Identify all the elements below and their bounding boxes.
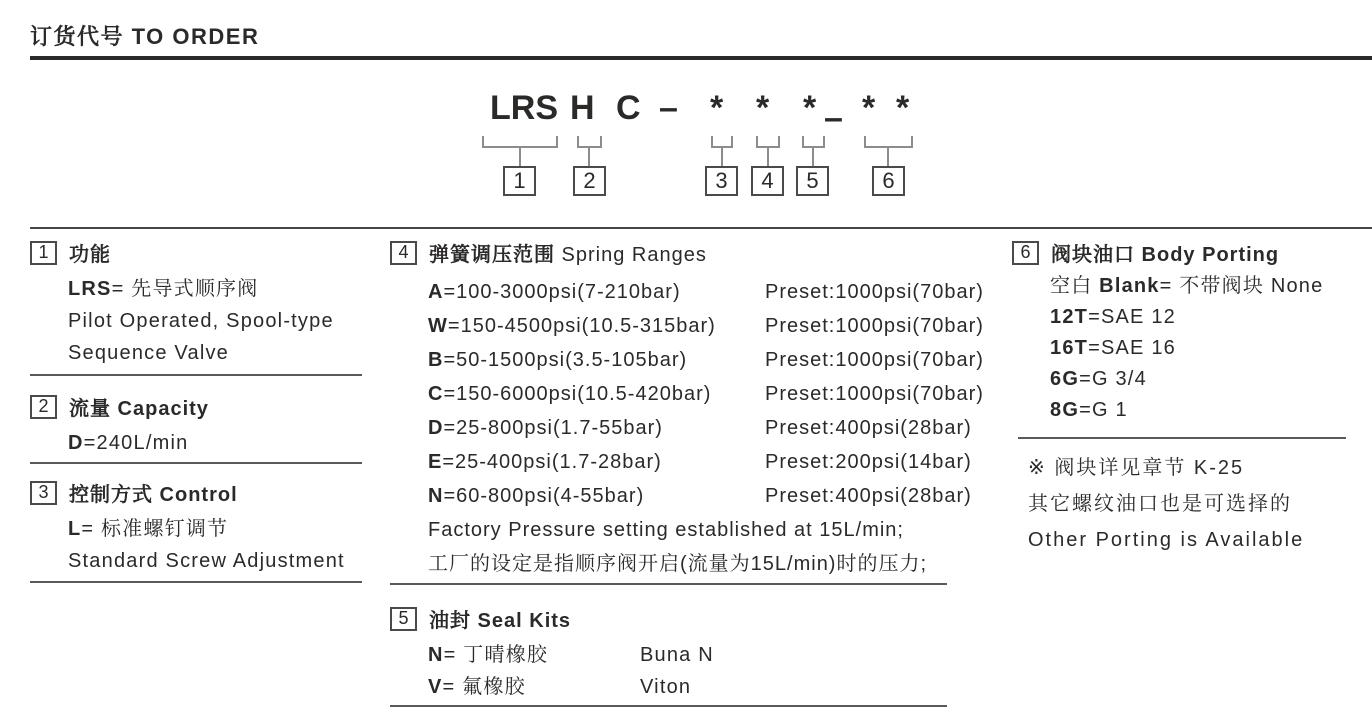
option-code: 8G bbox=[1050, 399, 1080, 421]
section-header bbox=[390, 238, 950, 267]
option-code: N bbox=[428, 644, 444, 666]
note-line: 其它螺纹油口也是可选择的 bbox=[1028, 493, 1292, 515]
stem-2 bbox=[588, 148, 590, 166]
position-box-2: 2 bbox=[573, 166, 606, 196]
stem-6 bbox=[887, 148, 889, 166]
code-part-prefix: LRS bbox=[490, 89, 558, 127]
option-code: B bbox=[428, 349, 444, 371]
range-text: =50-1500psi(3.5-105bar) bbox=[443, 349, 688, 371]
code-star-4: * bbox=[862, 89, 876, 127]
separator bbox=[30, 462, 362, 464]
spring-range-row bbox=[428, 377, 984, 411]
option-code: 6G bbox=[1050, 368, 1080, 390]
separator bbox=[1018, 437, 1346, 439]
option-line bbox=[68, 305, 362, 337]
option-text: =G 1 bbox=[1079, 399, 1128, 421]
option-code: 12T bbox=[1050, 306, 1089, 328]
separator bbox=[390, 583, 947, 585]
separator bbox=[390, 705, 947, 707]
section-control bbox=[30, 478, 362, 577]
option-line bbox=[68, 273, 362, 305]
preset-text: Preset:1000psi(70bar) bbox=[765, 383, 984, 405]
page-title-en: TO ORDER bbox=[124, 24, 260, 49]
code-dash-1: – bbox=[659, 89, 678, 127]
section-title bbox=[69, 478, 238, 507]
note-line: ※ 阀块详见章节 K-25 bbox=[1028, 457, 1245, 479]
bracket-2 bbox=[577, 136, 602, 148]
porting-option-row bbox=[1050, 302, 1357, 333]
section-title-en: Spring Ranges bbox=[555, 244, 707, 266]
code-star-2: * bbox=[756, 89, 770, 127]
porting-option-row bbox=[1050, 364, 1357, 395]
section-title bbox=[429, 604, 571, 633]
spring-range-row bbox=[428, 343, 984, 377]
option-text: Pilot Operated, Spool-type bbox=[68, 310, 334, 332]
spring-range-row bbox=[428, 445, 972, 479]
option-code: A bbox=[428, 281, 444, 303]
separator bbox=[30, 581, 362, 583]
position-box-1: 1 bbox=[503, 166, 536, 196]
range-text: =150-6000psi(10.5-420bar) bbox=[443, 383, 712, 405]
position-box-5: 5 bbox=[796, 166, 829, 196]
section-title-zh: 阀块油口 bbox=[1051, 244, 1135, 266]
stem-5 bbox=[812, 148, 814, 166]
spring-range-row bbox=[428, 479, 972, 513]
range-text: =25-400psi(1.7-28bar) bbox=[442, 451, 662, 473]
option-line bbox=[68, 545, 362, 577]
section-spring-ranges bbox=[390, 238, 984, 581]
note-line: Other Porting is Available bbox=[1028, 529, 1305, 551]
title-rule bbox=[30, 56, 1372, 60]
option-code: E bbox=[428, 451, 443, 473]
porting-option-row bbox=[1050, 395, 1357, 426]
range-text: =25-800psi(1.7-55bar) bbox=[443, 417, 663, 439]
seal-name: Viton bbox=[640, 676, 692, 698]
option-code: D bbox=[68, 432, 84, 454]
position-box-6: 6 bbox=[872, 166, 905, 196]
section-number-box: 5 bbox=[390, 607, 417, 631]
code-star-5: * bbox=[896, 89, 910, 127]
section-title bbox=[69, 392, 209, 421]
option-line bbox=[68, 513, 362, 545]
option-code: V bbox=[428, 676, 443, 698]
code-part-fixed: C bbox=[616, 89, 641, 127]
section-header bbox=[30, 392, 362, 421]
stem-4 bbox=[767, 148, 769, 166]
option-text: = 先导式顺序阀 bbox=[111, 278, 259, 300]
ordering-code-diagram bbox=[470, 90, 950, 210]
code-star-1: * bbox=[710, 89, 724, 127]
seal-kit-row bbox=[428, 671, 950, 703]
option-text: = 标准螺钉调节 bbox=[81, 518, 229, 540]
section-title-en: Control bbox=[153, 484, 238, 506]
option-text: =SAE 16 bbox=[1088, 337, 1176, 359]
porting-option-row bbox=[1050, 271, 1357, 302]
sections-top-rule bbox=[30, 227, 1372, 229]
section-title bbox=[69, 238, 111, 267]
section-title-zh: 弹簧调压范围 bbox=[429, 244, 555, 266]
range-text: =100-3000psi(7-210bar) bbox=[443, 281, 681, 303]
stem-3 bbox=[721, 148, 723, 166]
code-dash-2: – bbox=[824, 99, 843, 137]
section-capacity bbox=[30, 392, 362, 459]
section-number-box: 1 bbox=[30, 241, 57, 265]
section-seal-kits bbox=[390, 604, 950, 703]
porting-notes bbox=[1028, 450, 1304, 558]
preset-text: Preset:1000psi(70bar) bbox=[765, 315, 984, 337]
section-title-zh: 流量 bbox=[69, 398, 111, 420]
section-header bbox=[30, 238, 362, 267]
spring-range-row bbox=[428, 411, 972, 445]
option-code: 16T bbox=[1050, 337, 1089, 359]
option-text: = 氟橡胶 bbox=[442, 676, 526, 698]
option-code: W bbox=[428, 315, 448, 337]
page-title bbox=[30, 20, 259, 51]
note-line: 工厂的设定是指顺序阀开启(流量为15L/min)时的压力; bbox=[428, 553, 928, 575]
preset-text: Preset:1000psi(70bar) bbox=[765, 281, 984, 303]
section-title-en: Seal Kits bbox=[471, 610, 572, 632]
section-title-en: Body Porting bbox=[1135, 244, 1280, 266]
option-code: Blank bbox=[1099, 275, 1160, 297]
note-line: Factory Pressure setting established at 15L/min; bbox=[428, 519, 904, 541]
code-star-3: * bbox=[803, 89, 817, 127]
section-title-zh: 功能 bbox=[69, 244, 111, 266]
option-text: Standard Screw Adjustment bbox=[68, 550, 345, 572]
option-text: =240L/min bbox=[83, 432, 189, 454]
section-header bbox=[1012, 238, 1357, 267]
preset-text: Preset:400psi(28bar) bbox=[765, 417, 972, 439]
section-title-zh: 油封 bbox=[429, 610, 471, 632]
section-number-box: 6 bbox=[1012, 241, 1039, 265]
section-number-box: 2 bbox=[30, 395, 57, 419]
option-line bbox=[68, 337, 362, 369]
option-code: L bbox=[68, 518, 82, 540]
bracket-5 bbox=[802, 136, 825, 148]
option-text: = 丁晴橡胶 bbox=[443, 644, 549, 666]
section-header bbox=[390, 604, 950, 633]
porting-option-row bbox=[1050, 333, 1357, 364]
preset-text: Preset:200psi(14bar) bbox=[765, 451, 972, 473]
section-function bbox=[30, 238, 362, 369]
spring-range-row bbox=[428, 309, 984, 343]
section-title-en: Capacity bbox=[111, 398, 209, 420]
seal-kit-row bbox=[428, 639, 950, 671]
section-number-box: 4 bbox=[390, 241, 417, 265]
preset-text: Preset:400psi(28bar) bbox=[765, 485, 972, 507]
bracket-6 bbox=[864, 136, 913, 148]
section-title-zh: 控制方式 bbox=[69, 484, 153, 506]
spring-range-row bbox=[428, 275, 984, 309]
option-text: =SAE 12 bbox=[1088, 306, 1176, 328]
stem-1 bbox=[519, 148, 521, 166]
preset-text: Preset:1000psi(70bar) bbox=[765, 349, 984, 371]
page-title-zh: 订货代号 bbox=[30, 24, 125, 49]
option-text: Sequence Valve bbox=[68, 342, 229, 364]
section-title bbox=[429, 238, 707, 267]
code-part-capacity: H bbox=[570, 89, 595, 127]
option-code: LRS bbox=[68, 278, 112, 300]
bracket-3 bbox=[711, 136, 733, 148]
option-code: D bbox=[428, 417, 444, 439]
position-box-3: 3 bbox=[705, 166, 738, 196]
section-header bbox=[30, 478, 362, 507]
bracket-4 bbox=[756, 136, 780, 148]
option-code: C bbox=[428, 383, 444, 405]
option-text: =G 3/4 bbox=[1079, 368, 1147, 390]
position-box-4: 4 bbox=[751, 166, 784, 196]
section-number-box: 3 bbox=[30, 481, 57, 505]
range-text: =150-4500psi(10.5-315bar) bbox=[447, 315, 716, 337]
separator bbox=[30, 374, 362, 376]
seal-name: Buna N bbox=[640, 644, 714, 666]
option-prefix: 空白 bbox=[1050, 275, 1100, 297]
section-title bbox=[1051, 238, 1279, 267]
range-text: =60-800psi(4-55bar) bbox=[443, 485, 645, 507]
option-line bbox=[68, 427, 362, 459]
option-code: N bbox=[428, 485, 444, 507]
section-body-porting bbox=[1012, 238, 1357, 426]
bracket-1 bbox=[482, 136, 558, 148]
option-text: = 不带阀块 None bbox=[1159, 275, 1324, 297]
